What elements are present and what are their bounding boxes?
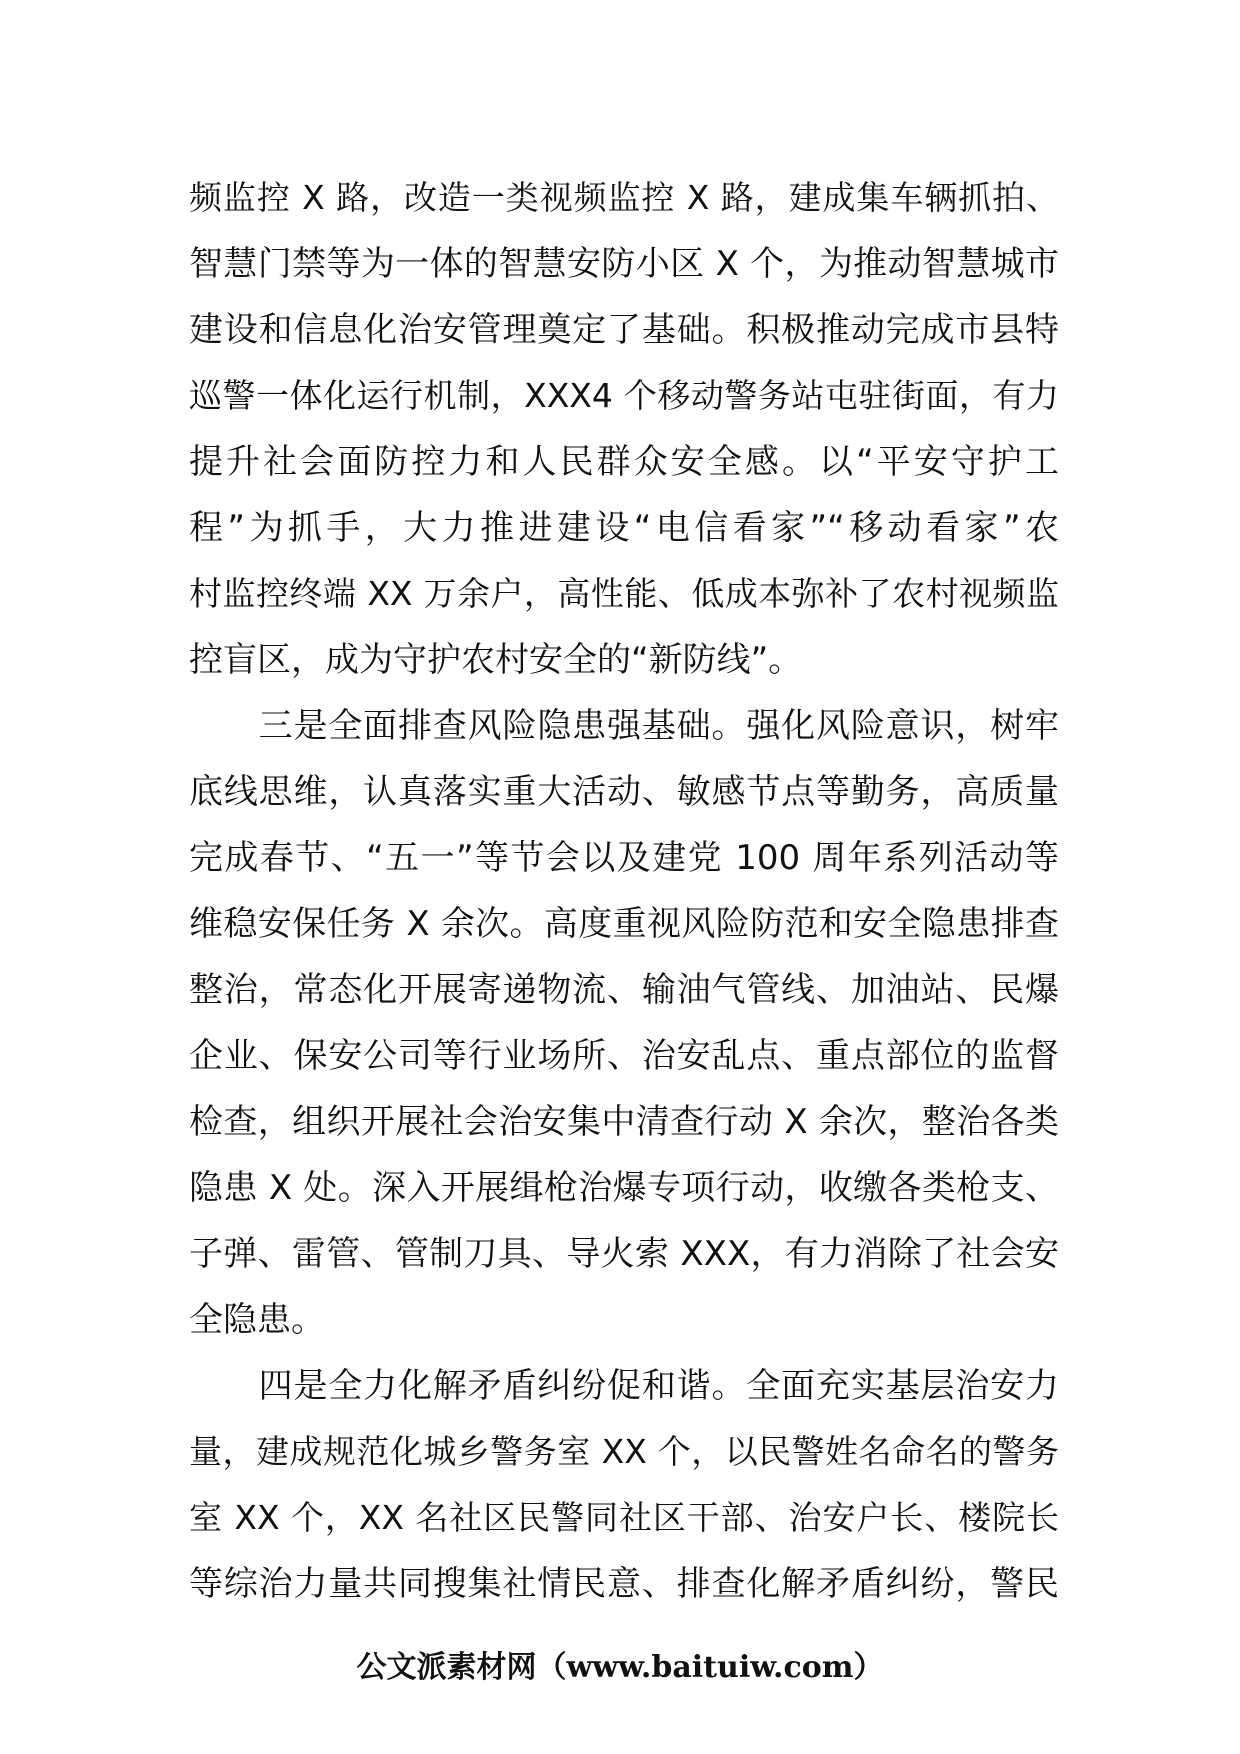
text-line: 频监控 X 路，改造一类视频监控 X 路，建成集车辆抓拍、 [189,178,1059,217]
text-line: 建设和信息化治安管理奠定了基础。积极推动完成市县特 [189,310,1059,350]
text-line: 隐患 X 处。深入开展缉枪治爆专项行动，收缴各类枪支、 [189,1168,1059,1208]
text-line: 子弹、雷管、管制刀具、导火索 XXX，有力消除了社会安 [189,1234,1059,1274]
text-line: 村监控终端 XX 万余户，高性能、低成本弥补了农村视频监 [189,574,1059,613]
text-line: 控盲区，成为守护农村安全的“新防线”。 [189,640,803,680]
text-line: 四是全力化解矛盾纠纷促和谐。全面充实基层治安力 [189,1366,1059,1406]
text-line: 整治，常态化开展寄递物流、输油气管线、加油站、民爆 [189,970,1059,1010]
body-text [189,165,1059,1617]
text-line: 三是全面排查风险隐患强基础。强化风险意识，树牢 [189,706,1059,746]
text-line: 巡警一体化运行机制，XXX4 个移动警务站屯驻街面，有力 [189,376,1059,415]
text-line: 提升社会面防控力和人民群众安全感。以“平安守护工 [189,442,1059,482]
text-line: 量，建成规范化城乡警务室 XX 个，以民警姓名命名的警务 [189,1432,1059,1471]
text-line: 底线思维，认真落实重大活动、敏感节点等勤务，高质量 [189,772,1059,812]
text-line: 企业、保安公司等行业场所、治安乱点、重点部位的监督 [189,1036,1059,1076]
text-line: 完成春节、“五一”等节会以及建党 100 周年系列活动等 [189,838,1059,878]
text-line: 全隐患。 [189,1300,325,1340]
footer-watermark: 公文派素材网（www.baituiw.com） [356,1650,884,1685]
text-line: 检查，组织开展社会治安集中清查行动 X 余次，整治各类 [189,1102,1059,1142]
text-line: 维稳安保任务 X 余次。高度重视风险防范和安全隐患排查 [189,904,1059,944]
text-line: 智慧门禁等为一体的智慧安防小区 X 个，为推动智慧城市 [189,244,1059,284]
text-line: 等综治力量共同搜集社情民意、排查化解矛盾纠纷，警民 [189,1564,1059,1604]
text-line: 室 XX 个，XX 名社区民警同社区干部、治安户长、楼院长 [189,1498,1059,1537]
text-line: 程”为抓手，大力推进建设“电信看家”“移动看家”农 [189,508,1059,548]
